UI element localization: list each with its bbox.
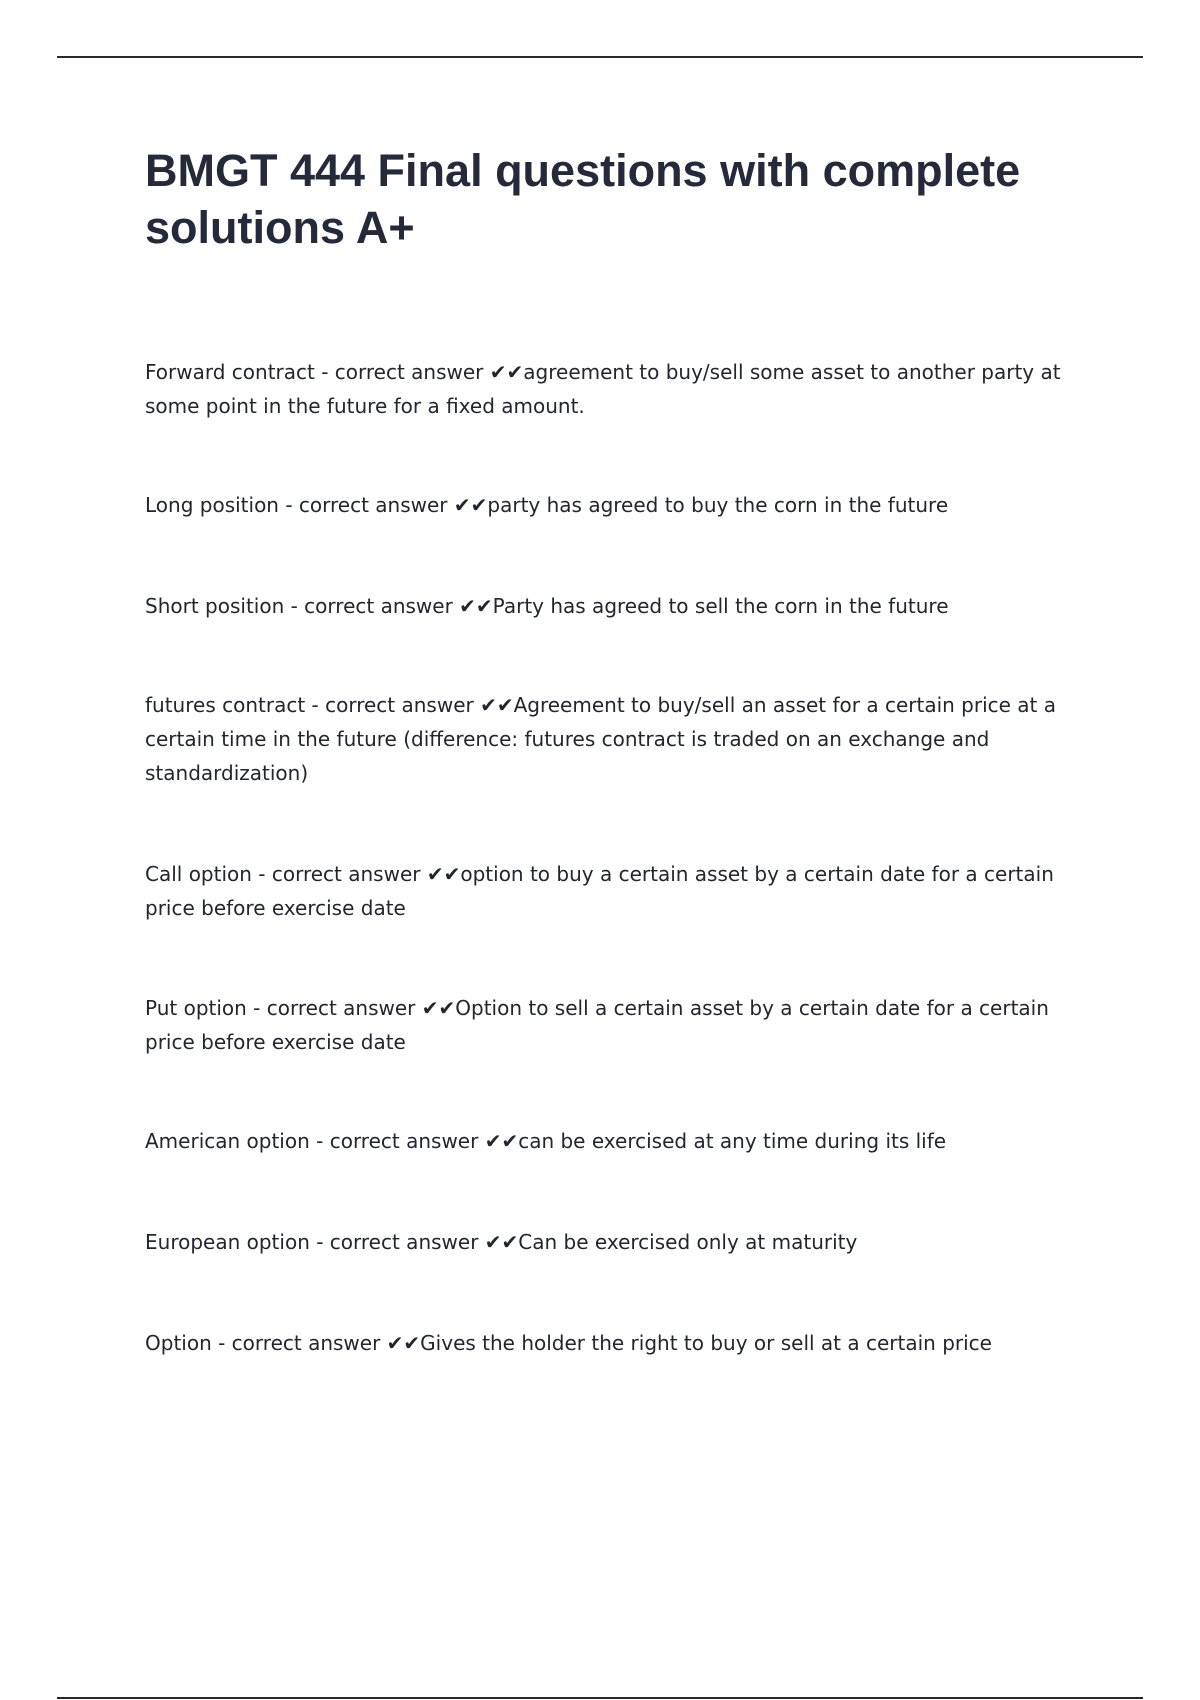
document-title: BMGT 444 Final questions with complete solutions A+ <box>145 145 1021 253</box>
qa-item-call-option: Call option - correct answer ✔✔option to buy a certain asset by a certain date for a certain price before exercise date <box>145 862 1054 920</box>
qa-item-put-option: Put option - correct answer ✔✔Option to sell a certain asset by a certain date for a certain price before exercise date <box>145 996 1049 1054</box>
qa-item-european-option: European option - correct answer ✔✔Can be exercised only at maturity <box>145 1230 858 1254</box>
qa-item-american-option: American option - correct answer ✔✔can be exercised at any time during its life <box>145 1129 947 1153</box>
qa-item-long-position: Long position - correct answer ✔✔party has agreed to buy the corn in the future <box>145 493 949 517</box>
qa-item-futures-contract: futures contract - correct answer ✔✔Agreement to buy/sell an asset for a certain price at a certain time in the future (difference: futures contract is traded on an exchange and standardization) <box>145 693 1057 785</box>
qa-item-short-position: Short position - correct answer ✔✔Party has agreed to sell the corn in the future <box>145 594 949 618</box>
qa-item-option: Option - correct answer ✔✔Gives the holder the right to buy or sell at a certain price <box>145 1331 992 1355</box>
bottom-rule <box>57 1697 1143 1699</box>
qa-item-forward-contract: Forward contract - correct answer ✔✔agreement to buy/sell some asset to another party at some point in the future for a fixed amount. <box>145 360 1061 418</box>
top-rule <box>57 56 1143 58</box>
